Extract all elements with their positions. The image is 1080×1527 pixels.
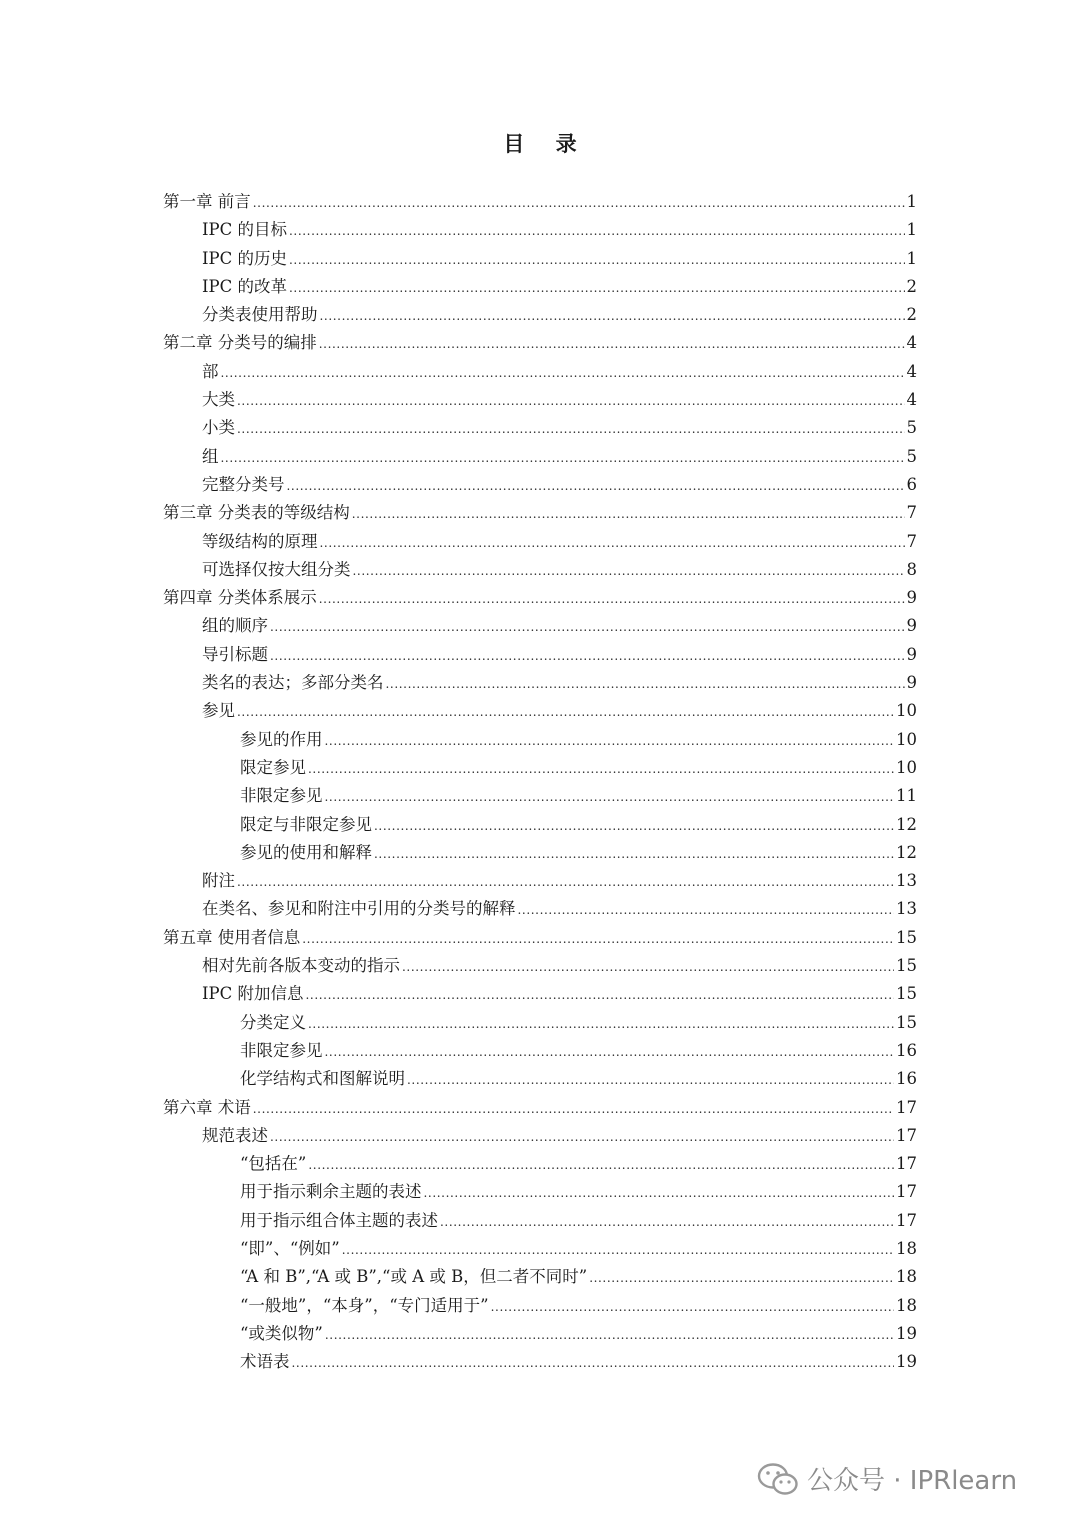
dot-leader <box>237 415 905 443</box>
toc-entry[interactable] <box>163 641 917 669</box>
dot-leader <box>221 444 905 472</box>
dot-leader <box>407 1066 894 1094</box>
toc-entry-label: 非限定参见 <box>240 1040 323 1060</box>
toc-entry-label: 术语表 <box>240 1352 290 1372</box>
toc-entry[interactable] <box>163 952 917 980</box>
toc-entry-label: 组的顺序 <box>202 616 268 636</box>
dot-leader <box>320 302 905 330</box>
toc-entry[interactable] <box>163 358 917 386</box>
toc-entry-page: 15 <box>896 927 917 947</box>
toc-entry[interactable] <box>163 188 917 216</box>
toc-entry[interactable] <box>163 301 917 329</box>
toc-entry[interactable] <box>163 414 917 442</box>
dot-leader <box>352 500 905 528</box>
toc-entry-label: 类名的表达；多部分类名 <box>202 673 384 693</box>
toc-entry[interactable] <box>163 754 917 782</box>
table-of-contents <box>163 188 917 1376</box>
toc-entry[interactable] <box>163 386 917 414</box>
toc-entry-page: 1 <box>906 192 917 211</box>
toc-entry-page: 10 <box>896 729 917 749</box>
toc-entry-label: 等级结构的原理 <box>202 531 318 551</box>
toc-entry-label: 用于指示组合体主题的表述 <box>240 1210 438 1230</box>
toc-entry-page: 9 <box>906 673 917 693</box>
toc-entry-label: 附注 <box>202 871 235 891</box>
toc-entry[interactable] <box>163 499 917 527</box>
toc-entry-page: 18 <box>896 1267 917 1287</box>
dot-leader <box>325 727 895 755</box>
dot-leader <box>270 642 905 670</box>
toc-entry-label: 化学结构式和图解说明 <box>240 1069 405 1089</box>
toc-entry[interactable] <box>163 697 917 725</box>
toc-entry[interactable] <box>163 584 917 612</box>
toc-entry-page: 9 <box>906 588 917 608</box>
dot-leader <box>289 246 905 274</box>
toc-entry-label: IPC 附加信息 <box>202 984 304 1004</box>
dot-leader <box>287 472 905 500</box>
dot-leader <box>308 755 894 783</box>
toc-entry[interactable] <box>163 329 917 357</box>
toc-entry-label: 组 <box>202 446 219 466</box>
toc-entry[interactable] <box>163 726 917 754</box>
toc-entry-label: IPC 的目标 <box>202 220 287 240</box>
toc-entry[interactable] <box>163 245 917 273</box>
toc-entry-label: 第二章 分类号的编排 <box>163 333 317 353</box>
toc-entry[interactable] <box>163 980 917 1008</box>
toc-entry-page: 9 <box>906 644 917 664</box>
dot-leader <box>270 613 905 641</box>
toc-entry-page: 5 <box>906 418 917 438</box>
toc-entry[interactable] <box>163 669 917 697</box>
page-title: 目 录 <box>503 131 589 156</box>
dot-leader <box>292 1349 895 1377</box>
toc-entry-page: 19 <box>896 1323 917 1343</box>
toc-entry-page: 13 <box>896 871 917 891</box>
dot-leader <box>302 925 894 953</box>
dot-leader <box>308 1151 894 1179</box>
toc-entry-label: 在类名、参见和附注中引用的分类号的解释 <box>202 899 516 919</box>
toc-entry[interactable] <box>163 1094 917 1122</box>
toc-entry-label: “一般地”，“本身”，“专门适用于” <box>240 1295 489 1315</box>
dot-leader <box>386 670 905 698</box>
toc-entry[interactable] <box>163 528 917 556</box>
dot-leader <box>237 868 894 896</box>
toc-entry[interactable] <box>163 1292 917 1320</box>
dot-leader <box>253 189 905 217</box>
toc-entry-page: 8 <box>906 559 917 579</box>
toc-entry-page: 13 <box>896 899 917 919</box>
toc-entry-page: 16 <box>896 1069 917 1089</box>
toc-entry-label: 参见的作用 <box>240 729 323 749</box>
toc-entry-page: 9 <box>906 616 917 636</box>
toc-entry-page: 18 <box>896 1238 917 1258</box>
toc-entry-label: IPC 的历史 <box>202 248 287 268</box>
dot-leader <box>589 1264 894 1292</box>
dot-leader <box>253 1095 894 1123</box>
toc-entry-page: 1 <box>906 220 917 240</box>
toc-entry[interactable] <box>163 216 917 244</box>
dot-leader <box>491 1293 894 1321</box>
toc-entry[interactable] <box>163 895 917 923</box>
toc-entry-page: 7 <box>906 503 917 523</box>
toc-entry-page: 4 <box>906 390 917 410</box>
watermark <box>757 1460 1017 1497</box>
toc-entry-label: 分类表使用帮助 <box>202 305 318 325</box>
toc-entry-page: 15 <box>896 1012 917 1032</box>
dot-leader <box>289 217 905 245</box>
toc-entry[interactable] <box>163 839 917 867</box>
dot-leader <box>374 812 894 840</box>
toc-entry[interactable] <box>163 1235 917 1263</box>
toc-entry[interactable] <box>163 867 917 895</box>
toc-entry-label: 完整分类号 <box>202 474 285 494</box>
dot-leader <box>308 1010 894 1038</box>
toc-entry-label: 限定与非限定参见 <box>240 814 372 834</box>
dot-leader <box>325 1038 895 1066</box>
toc-entry-label: “即”、“例如” <box>240 1238 340 1258</box>
dot-leader <box>518 896 895 924</box>
toc-entry[interactable] <box>163 1263 917 1291</box>
toc-entry-page: 4 <box>906 361 917 381</box>
toc-entry[interactable] <box>163 782 917 810</box>
dot-leader <box>424 1179 895 1207</box>
toc-entry-label: IPC 的改革 <box>202 276 287 296</box>
toc-entry-label: 导引标题 <box>202 644 268 664</box>
toc-entry-page: 2 <box>906 305 917 325</box>
toc-entry[interactable] <box>163 1150 917 1178</box>
toc-entry-page: 12 <box>896 842 917 862</box>
toc-entry[interactable] <box>163 811 917 839</box>
toc-entry[interactable] <box>163 924 917 952</box>
toc-entry-label: 部 <box>202 361 219 381</box>
wechat-icon <box>757 1461 799 1497</box>
dot-leader <box>402 953 894 981</box>
dot-leader <box>374 840 894 868</box>
toc-entry-label: 第三章 分类表的等级结构 <box>163 503 350 523</box>
watermark-text: 公众号 · IPRlearn <box>807 1466 1018 1496</box>
toc-entry-page: 15 <box>896 984 917 1004</box>
toc-entry-label: “包括在” <box>240 1154 307 1174</box>
toc-entry-label: 分类定义 <box>240 1012 306 1032</box>
toc-entry-page: 10 <box>896 757 917 777</box>
dot-leader <box>342 1236 894 1264</box>
dot-leader <box>270 1123 894 1151</box>
toc-entry-label: 相对先前各版本变动的指示 <box>202 956 400 976</box>
toc-entry[interactable] <box>163 1320 917 1348</box>
toc-entry-label: 大类 <box>202 390 235 410</box>
toc-entry-page: 17 <box>896 1182 917 1202</box>
dot-leader <box>353 557 905 585</box>
toc-entry-page: 12 <box>896 814 917 834</box>
dot-leader <box>319 330 905 358</box>
toc-entry[interactable] <box>163 612 917 640</box>
toc-entry-label: 用于指示剩余主题的表述 <box>240 1182 422 1202</box>
toc-entry-label: 非限定参见 <box>240 786 323 806</box>
toc-entry-label: 规范表述 <box>202 1125 268 1145</box>
toc-entry[interactable] <box>163 1348 917 1376</box>
toc-entry-page: 1 <box>906 248 917 268</box>
toc-entry-label: 第一章 前言 <box>163 192 251 211</box>
dot-leader <box>325 1321 894 1349</box>
toc-entry-page: 17 <box>896 1097 917 1117</box>
toc-entry-page: 18 <box>896 1295 917 1315</box>
dot-leader <box>320 529 905 557</box>
toc-entry[interactable] <box>163 556 917 584</box>
toc-entry-label: 小类 <box>202 418 235 438</box>
toc-entry-label: 可选择仅按大组分类 <box>202 559 351 579</box>
toc-entry-label: 第六章 术语 <box>163 1097 251 1117</box>
toc-entry-page: 16 <box>896 1040 917 1060</box>
toc-entry[interactable] <box>163 1122 917 1150</box>
dot-leader <box>325 783 895 811</box>
dot-leader <box>289 274 905 302</box>
toc-entry[interactable] <box>163 1037 917 1065</box>
dot-leader <box>306 981 895 1009</box>
toc-entry-page: 10 <box>896 701 917 721</box>
toc-entry-page: 11 <box>896 786 917 806</box>
toc-entry-label: 第五章 使用者信息 <box>163 927 301 947</box>
toc-entry[interactable] <box>163 273 917 301</box>
toc-entry-label: 第四章 分类体系展示 <box>163 588 317 608</box>
toc-entry-page: 17 <box>896 1154 917 1174</box>
toc-entry[interactable] <box>163 1009 917 1037</box>
toc-entry[interactable] <box>163 1065 917 1093</box>
toc-entry-page: 15 <box>896 956 917 976</box>
dot-leader <box>221 359 905 387</box>
toc-entry-label: 参见的使用和解释 <box>240 842 372 862</box>
toc-entry-page: 2 <box>906 276 917 296</box>
toc-entry-label: “A 和 B”,“A 或 B”,“或 A 或 B，但二者不同时” <box>240 1267 588 1287</box>
toc-entry[interactable] <box>163 443 917 471</box>
dot-leader <box>237 387 905 415</box>
toc-entry-page: 19 <box>896 1352 917 1372</box>
dot-leader <box>237 698 894 726</box>
toc-entry-page: 7 <box>906 531 917 551</box>
toc-entry-page: 5 <box>906 446 917 466</box>
toc-entry-page: 6 <box>906 474 917 494</box>
toc-entry-label: 参见 <box>202 701 235 721</box>
toc-entry-page: 17 <box>896 1125 917 1145</box>
dot-leader <box>440 1208 894 1236</box>
toc-entry[interactable] <box>163 1207 917 1235</box>
toc-entry-page: 17 <box>896 1210 917 1230</box>
toc-entry-page: 4 <box>906 333 917 353</box>
toc-entry[interactable] <box>163 1178 917 1206</box>
toc-entry-label: 限定参见 <box>240 757 306 777</box>
dot-leader <box>319 585 905 613</box>
toc-entry[interactable] <box>163 471 917 499</box>
toc-entry-label: “或类似物” <box>240 1323 323 1343</box>
